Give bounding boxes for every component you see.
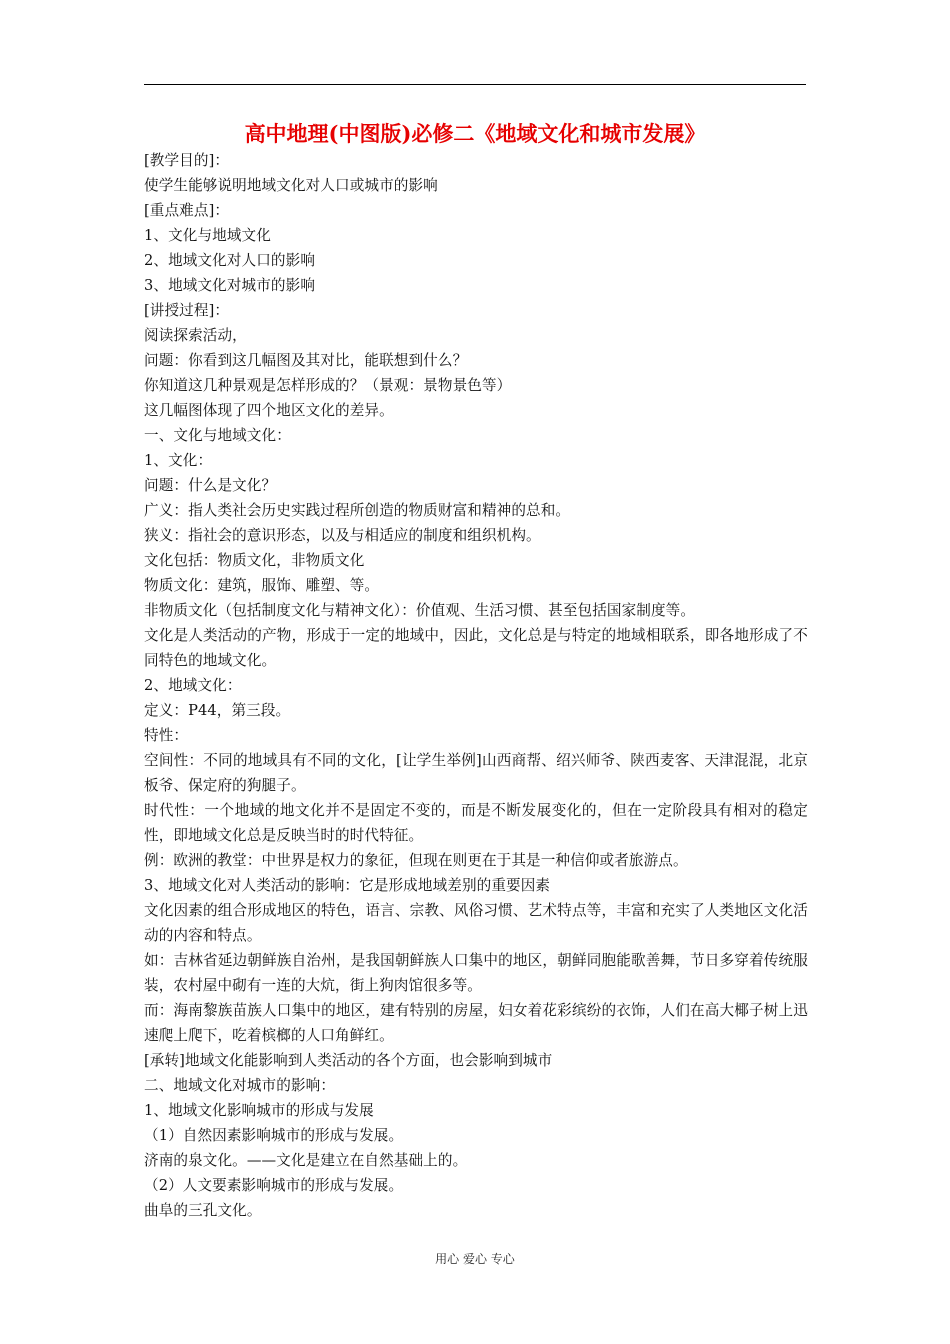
paragraph-line: 使学生能够说明地域文化对人口或城市的影响 [144, 177, 438, 194]
paragraph-line: 济南的泉文化。——文化是建立在自然基础上的。 [144, 1152, 468, 1169]
paragraph: 文化因素的组合形成地区的特色，语言、宗教、风俗习惯、艺术特点等，丰富和充实了人类地区文化活动的内容和特点。 [144, 902, 808, 944]
paragraph: 时代性：一个地域的地文化并不是固定不变的，而是不断发展变化的，但在一定阶段具有相对的稳定性，即地域文化总是反映当时的时代特征。 [144, 802, 808, 844]
section-heading: [重点难点]： [144, 202, 230, 219]
paragraph-line: 狭义：指社会的意识形态，以及与相适应的制度和组织机构。 [144, 527, 541, 544]
subsection-heading: 2、地域文化： [144, 677, 242, 694]
subsection-heading: 1、地域文化影响城市的形成与发展 [144, 1102, 374, 1119]
paragraph: 而：海南黎族苗族人口集中的地区，建有特别的房屋，妇女着花彩缤纷的衣饰，人们在高大椰子树上迅速爬上爬下，吃着槟榔的人口角鲜红。 [144, 1002, 808, 1044]
header-rule [144, 84, 806, 85]
paragraph: 如：吉林省延边朝鲜族自治州，是我国朝鲜族人口集中的地区，朝鲜同胞能歌善舞，节日多穿着传统服装，农村屋中砌有一连的大炕，街上狗肉馆很多等。 [144, 952, 808, 994]
paragraph-line: 广义：指人类社会历史实践过程所创造的物质财富和精神的总和。 [144, 502, 571, 519]
paragraph-line: 阅读探索活动， [144, 327, 247, 344]
paragraph-line: 物质文化：建筑，服饰、雕塑、等。 [144, 577, 380, 594]
document-body [144, 148, 808, 1223]
paragraph-line: （1）自然因素影响城市的形成与发展。 [144, 1127, 404, 1144]
paragraph-line: 非物质文化（包括制度文化与精神文化）：价值观、生活习惯、甚至包括国家制度等。 [144, 602, 696, 619]
paragraph-line: 这几幅图体现了四个地区文化的差异。 [144, 402, 394, 419]
paragraph: 文化是人类活动的产物，形成于一定的地域中，因此，文化总是与特定的地域相联系，即各地形成了不同特色的地域文化。 [144, 627, 808, 669]
paragraph-line: 例：欧洲的教堂：中世界是权力的象征，但现在则更在于其是一种信仰或者旅游点。 [144, 852, 688, 869]
section-heading: 二、地域文化对城市的影响： [144, 1077, 336, 1094]
page-footer: 用心 爱心 专心 [435, 1252, 515, 1266]
list-item: 1、文化与地域文化 [144, 227, 271, 244]
paragraph-line: 曲阜的三孔文化。 [144, 1202, 262, 1219]
section-heading: [讲授过程]： [144, 302, 230, 319]
list-item: 3、地域文化对城市的影响 [144, 277, 316, 294]
paragraph: 空间性：不同的地域具有不同的文化，[让学生举例]山西商帮、绍兴师爷、陕西麦客、天津混混，北京板爷、保定府的狗腿子。 [144, 752, 808, 794]
section-heading: 一、文化与地域文化： [144, 427, 291, 444]
paragraph-line: 你知道这几种景观是怎样形成的？（景观：景物景色等） [144, 377, 512, 394]
subsection-heading: 1、文化： [144, 452, 213, 469]
paragraph-line: 特性： [144, 727, 189, 744]
paragraph-line: 问题：你看到这几幅图及其对比，能联想到什么？ [144, 352, 468, 369]
paragraph-line: [承转]地域文化能影响到人类活动的各个方面，也会影响到城市 [144, 1052, 553, 1069]
subsection-heading: 3、地域文化对人类活动的影响：它是形成地域差别的重要因素 [144, 877, 551, 894]
document-title: 高中地理(中图版)必修二《地域文化和城市发展》 [244, 121, 706, 146]
paragraph-line: 文化包括：物质文化，非物质文化 [144, 552, 365, 569]
paragraph-line: （2）人文要素影响城市的形成与发展。 [144, 1177, 404, 1194]
paragraph-line: 定义：P44，第三段。 [144, 702, 291, 719]
list-item: 2、地域文化对人口的影响 [144, 252, 316, 269]
paragraph-line: 问题：什么是文化？ [144, 477, 277, 494]
section-heading: [教学目的]： [144, 152, 230, 169]
